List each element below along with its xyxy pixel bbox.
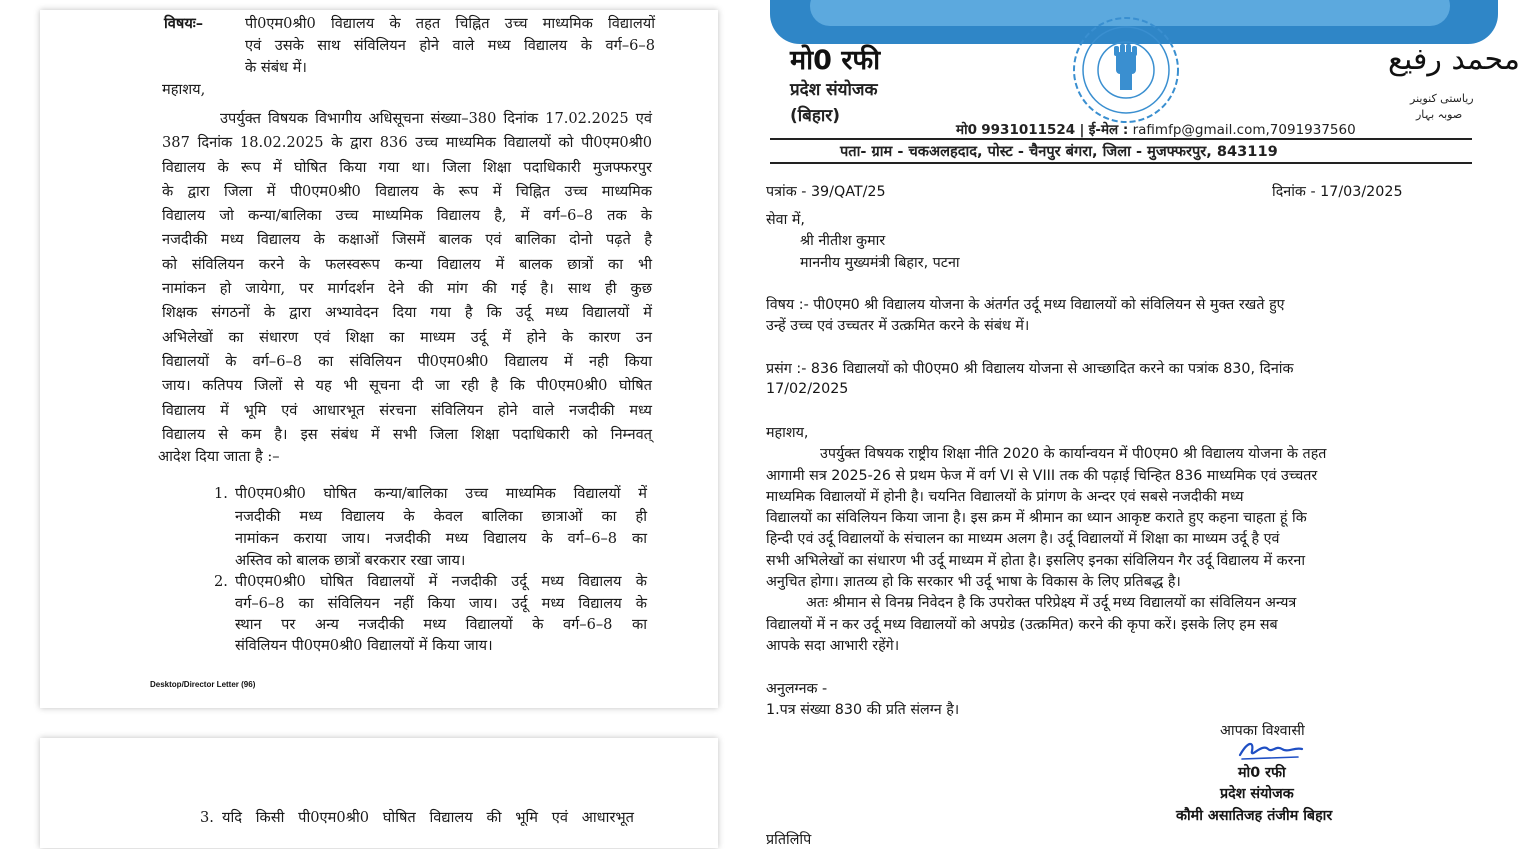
para1-line-4: विद्यालयों का संविलियन किया जाना है। इस क्रम में श्रीमान का ध्यान आकृष्ट कराते हुए कहना चाहता हूं कि <box>766 510 1307 526</box>
para1-line-7: अनुचित होगा। ज्ञातव्य हो कि सरकार भी उर्दू भाषा के विकास के लिए प्रतिबद्ध है। <box>766 574 1181 590</box>
para1-line-6: सभी अभिलेखों का संधारण भी उर्दू माध्यम में होता है। इसलिए इनका संविलियन गैर उर्दू विद्यालय में करना <box>766 553 1306 569</box>
body-line-9: शिक्षक संगठनों के द्वारा अभ्यावेदन दिया गया है कि उर्दू मध्य विद्यालयों में <box>162 304 652 321</box>
mobile-number: 9931011524 <box>981 122 1076 138</box>
para1-line-3: माध्यमिक विद्यालयों में होनी है। चयनित विद्यालयों के प्रांगण के अन्दर एवं सबसे नजदीकी मध्य <box>766 489 1244 505</box>
mobile-label: मो0 <box>956 122 977 138</box>
body-line-5: विद्यालय जो कन्या/बालिका उच्च माध्यमिक विद्यालय है, में वर्ग–6–8 तक के <box>162 207 652 224</box>
phone-secondary: ,7091937560 <box>1265 122 1356 138</box>
signatory-organization: कौमी असातिजह तंजीम बिहार <box>1176 808 1333 824</box>
body-line-14: विद्यालय से कम है। इस संबंध में सभी जिला शिक्षा पदाधिकारी को निम्नवत् <box>162 426 652 443</box>
urdu-name: محمد رفیع <box>1388 42 1520 77</box>
subject-line-3: के संबंध में। <box>245 59 307 76</box>
subject-line-2: एवं उसके साथ संविलियन होने वाले मध्य विद्यालय के वर्ग–6–8 <box>245 37 655 54</box>
signature-icon <box>1236 737 1306 763</box>
organization-seal-icon <box>1066 14 1186 126</box>
para1-line-1: उपर्युक्त विषयक राष्ट्रीय शिक्षा नीति 2020 के कार्यान्वयन में पी0एम0 श्री विद्यालय योजना के तहत <box>820 446 1327 462</box>
item-1-line-4: अस्तिव को बालक छात्रों बरकरार रखा जाय। <box>235 552 466 569</box>
body-line-10: अभिलेखों का संधारण एवं शिक्षा का माध्यम उर्दू में होने के कारण उन <box>162 329 652 346</box>
reference-number: पत्रांक - 39/QAT/25 <box>766 184 886 200</box>
reference-line-1: प्रसंग :- 836 विद्यालयों को पी0एम0 श्री विद्यालय योजना से आच्छादित करने का पत्रांक 830, दिनांक <box>766 361 1294 377</box>
reference-line-2: 17/02/2025 <box>766 381 849 397</box>
signatory-name: मो0 रफी <box>1238 765 1286 781</box>
item-3-number: 3. <box>200 809 214 826</box>
subject-label: विषयः– <box>164 15 204 32</box>
body-line-2: 387 दिनांक 18.02.2025 के द्वारा 836 उच्च माध्यमिक विद्यालयों को पी0एम0श्री0 <box>162 134 652 151</box>
urdu-title-2: صوبہ بہار <box>1416 108 1463 121</box>
letterhead-divider <box>770 138 1472 140</box>
sender-name: मो0 रफी <box>790 45 881 76</box>
para1-line-5: हिन्दी एवं उर्दू विद्यालयों के संचालन का माध्यम अलग है। उर्दू विद्यालयों में शिक्षा का माध्यम उर्दू है एवं <box>766 531 1280 547</box>
email-address: rafimfp@gmail.com <box>1132 122 1266 138</box>
item-1-line-3: नामांकन कराया जाय। नजदीकी मध्य विद्यालय के वर्ग–6–8 का <box>235 530 647 547</box>
enclosure-item: 1.पत्र संख्या 830 की प्रति संलग्न है। <box>766 702 960 718</box>
item-2-line-1: पी0एम0श्री0 घोषित विद्यालयों में नजदीकी उर्दू मध्य विद्यालय के <box>235 573 647 590</box>
addressee-name: श्री नीतीश कुमार <box>800 233 886 249</box>
body-line-4: के द्वारा जिला में पी0एम0श्री0 विद्यालय के रूप में चिह्नित उच्च माध्यमिक <box>162 183 652 200</box>
item-2-line-3: स्थान पर अन्य नजदीकी मध्य विद्यालयों के वर्ग–6–8 का <box>235 616 647 633</box>
para2-line-3: आपके सदा आभारी रहेंगे। <box>766 638 900 654</box>
sender-region: (बिहार) <box>790 106 841 126</box>
salutation: महाशय, <box>766 425 809 441</box>
urdu-title-1: ریاستی کنوینر <box>1410 92 1474 105</box>
para2-line-1: अतः श्रीमान से विनम्र निवेदन है कि उपरोक्त परिप्रेक्ष्य में उर्दू मध्य विद्यालयों का संविलियन अन्यत्र <box>806 595 1297 611</box>
footer-note: Desktop/Director Letter (96) <box>150 680 256 689</box>
address-line: पता- ग्राम - चकअलहदाद, पोस्ट - चैनपुर बंगरा, जिला - मुजफ्फरपुर, 843119 <box>840 143 1278 160</box>
subject-line-1: पी0एम0श्री0 विद्यालय के तहत चिह्नित उच्च माध्यमिक विद्यालयों <box>245 15 655 32</box>
salutation: महाशय, <box>162 81 206 98</box>
contact-separator: | <box>1079 122 1085 138</box>
item-2-line-4: संविलियन पी0एम0श्री0 विद्यालयों में किया जाय। <box>235 637 493 654</box>
left-letter-page <box>40 10 718 708</box>
address-divider <box>770 162 1472 164</box>
signatory-title: प्रदेश संयोजक <box>1220 786 1294 802</box>
to-label: सेवा में, <box>766 212 805 228</box>
enclosure-label: अनुलग्नक - <box>766 681 828 697</box>
body-line-8: नामांकन हो जायेगा, पर मार्गदर्शन देने की मांग की गई है। साथ ही कुछ <box>162 280 652 297</box>
contact-line <box>956 120 1356 138</box>
body-line-1: उपर्युक्त विषयक विभागीय अधिसूचना संख्या–380 दिनांक 17.02.2025 एवं <box>220 110 652 127</box>
item-2-number: 2. <box>214 573 228 590</box>
letter-date: दिनांक - 17/03/2025 <box>1272 184 1403 200</box>
addressee-designation: माननीय मुख्यमंत्री बिहार, पटना <box>800 255 960 271</box>
body-line-15: आदेश दिया जाता है :– <box>158 448 280 465</box>
body-line-3: विद्यालय के रूप में घोषित किया गया था। जिला शिक्षा पदाधिकारी मुजफ्फरपुर <box>162 159 652 176</box>
body-line-6: नजदीकी मध्य विद्यालय के कक्षाओं जिसमें बालक एवं बालिका दोनो पढ़ते है <box>162 231 652 248</box>
right-letter-page <box>748 0 1520 848</box>
body-line-12: जाय। कतिपय जिलों से यह भी सूचना दी जा रही है कि पी0एम0श्री0 घोषित <box>162 377 652 394</box>
item-1-line-1: पी0एम0श्री0 घोषित कन्या/बालिका उच्च माध्यमिक विद्यालयों में <box>235 485 647 502</box>
email-label: ई-मेल : <box>1088 122 1129 138</box>
left-letter-next-page <box>40 738 718 848</box>
copy-label: प्रतिलिपि <box>766 832 812 848</box>
subject-line-1: विषय :- पी0एम0 श्री विद्यालय योजना के अंतर्गत उर्दू मध्य विद्यालयों को संविलियन से मुक्त रखते हुए <box>766 297 1285 313</box>
item-1-line-2: नजदीकी मध्य विद्यालय के केवल बालिका छात्राओं का ही <box>235 508 647 525</box>
closing-phrase: आपका विश्वासी <box>1220 723 1305 739</box>
subject-line-2: उन्हें उच्च एवं उच्चतर में उत्क्रमित करने के संबंध में। <box>766 318 1030 334</box>
item-3-line-1: यदि किसी पी0एम0श्री0 घोषित विद्यालय की भूमि एवं आधारभूत <box>222 809 634 826</box>
body-line-11: विद्यालयों के वर्ग–6–8 का संविलियन पी0एम0श्री0 विद्यालय में नही किया <box>162 353 652 370</box>
para2-line-2: विद्यालयों में न कर उर्दू मध्य विद्यालयों को अपग्रेड (उत्क्रमित) करने की कृपा करें। इसके लिए हम सब <box>766 617 1278 633</box>
item-1-number: 1. <box>214 485 228 502</box>
body-line-7: को संविलियन करने के फलस्वरूप कन्या विद्यालय में बालक छात्रों का भी <box>162 256 652 273</box>
para1-line-2: आगामी सत्र 2025-26 से प्रथम फेज में वर्ग VI से VIII तक की पढ़ाई चिन्हित 836 माध्यमिक एवं उच्चतर <box>766 468 1318 484</box>
body-line-13: विद्यालय में भूमि एवं आधारभूत संरचना संविलियन होने वाले नजदीकी मध्य <box>162 402 652 419</box>
item-2-line-2: वर्ग–6–8 का संविलियन नहीं किया जाय। उर्दू मध्य विद्यालय के <box>235 595 647 612</box>
sender-title: प्रदेश संयोजक <box>790 80 878 100</box>
